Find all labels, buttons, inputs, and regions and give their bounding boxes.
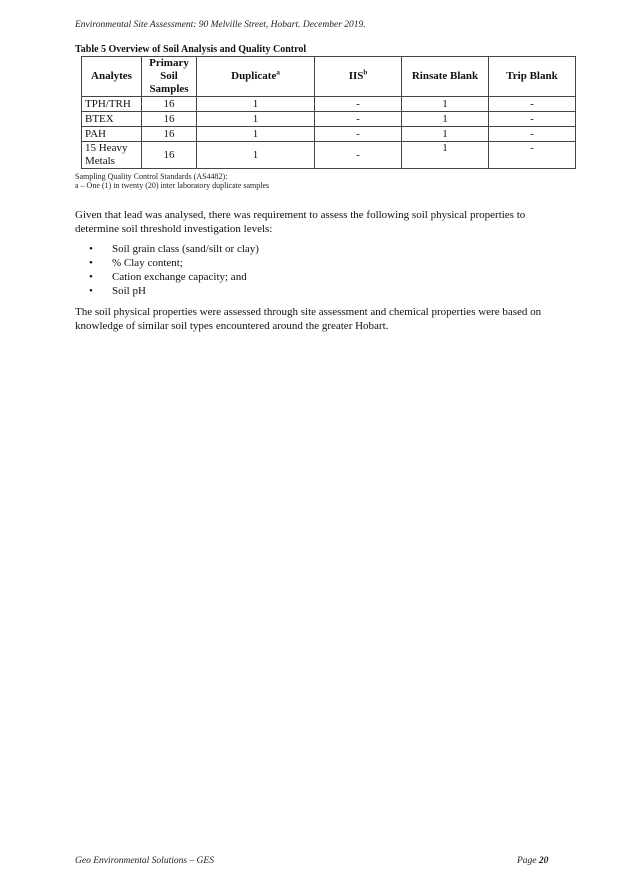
cell-rinsate: 1 (402, 142, 489, 169)
table-row (82, 112, 576, 127)
cell-trip: - (489, 127, 576, 142)
cell-primary: 16 (142, 127, 197, 142)
cell-primary: 16 (142, 97, 197, 112)
header-duplicate (197, 57, 315, 97)
header-iis-label: IIS (348, 70, 364, 82)
table-note: Sampling Quality Control Standards (AS4482): (75, 172, 228, 181)
header-primary-line3: Samples (149, 83, 189, 95)
table-header-row (82, 57, 576, 97)
bullet-icon: • (89, 243, 93, 255)
cell-iis: - (315, 97, 402, 112)
cell-rinsate: 1 (402, 112, 489, 127)
page-label: Page (517, 856, 537, 866)
cell-analyte: TPH/TRH (82, 97, 142, 112)
header-analytes: Analytes (82, 57, 142, 97)
table-notes (75, 172, 269, 190)
soil-properties-list (75, 242, 259, 298)
header-primary-line1: Primary (149, 57, 189, 69)
list-item (75, 284, 259, 298)
cell-primary: 16 (142, 142, 197, 169)
cell-trip: - (489, 112, 576, 127)
header-rinsate-blank: Rinsate Blank (402, 57, 489, 97)
table-note: a – One (1) in twenty (20) inter laboratory duplicate samples (75, 181, 270, 190)
table-row (82, 142, 576, 169)
cell-rinsate: 1 (402, 97, 489, 112)
list-item (75, 270, 259, 284)
list-item-text: % Clay content; (112, 257, 183, 269)
list-item-text: Soil pH (112, 285, 146, 297)
cell-duplicate: 1 (197, 142, 315, 169)
cell-analyte: PAH (82, 127, 142, 142)
cell-analyte: BTEX (82, 112, 142, 127)
cell-rinsate: 1 (402, 127, 489, 142)
cell-analyte (82, 142, 142, 169)
header-primary-line2: Soil (160, 70, 178, 82)
bullet-icon: • (89, 271, 93, 283)
bullet-icon: • (89, 257, 93, 269)
table-row (82, 127, 576, 142)
list-item (75, 256, 259, 270)
bullet-icon: • (89, 285, 93, 297)
cell-trip: - (489, 142, 576, 169)
header-primary-soil-samples (142, 57, 197, 97)
cell-trip: - (489, 97, 576, 112)
header-iis-footnote: b (363, 68, 368, 77)
cell-duplicate: 1 (197, 127, 315, 142)
cell-duplicate: 1 (197, 97, 315, 112)
cell-primary: 16 (142, 112, 197, 127)
cell-analyte-line1: 15 Heavy (85, 142, 128, 154)
footer-company: Geo Environmental Solutions – GES (75, 856, 214, 866)
header-iis (315, 57, 402, 97)
list-item-text: Soil grain class (sand/silt or clay) (112, 243, 259, 255)
cell-iis: - (315, 127, 402, 142)
body-paragraph: Given that lead was analysed, there was requirement to assess the following soil physical properties to determine soil threshold investigation levels: (75, 209, 526, 235)
list-item (75, 242, 259, 256)
page-number (517, 856, 548, 866)
body-paragraph: The soil physical properties were assessed through site assessment and chemical properties were based on knowledge of similar soil types encountered around the greater Hobart. (75, 306, 542, 332)
page-header: Environmental Site Assessment: 90 Melville Street, Hobart. December 2019. (75, 20, 366, 30)
table-row (82, 97, 576, 112)
cell-iis: - (315, 112, 402, 127)
table-caption: Table 5 Overview of Soil Analysis and Quality Control (75, 44, 307, 55)
soil-analysis-table (81, 56, 576, 169)
page-number-value: 20 (538, 856, 549, 866)
cell-iis: - (315, 142, 402, 169)
list-item-text: Cation exchange capacity; and (112, 271, 247, 283)
cell-analyte-line2: Metals (85, 155, 115, 167)
header-duplicate-label: Duplicate (231, 70, 277, 82)
header-trip-blank: Trip Blank (489, 57, 576, 97)
header-duplicate-footnote: a (276, 68, 280, 77)
cell-duplicate: 1 (197, 112, 315, 127)
